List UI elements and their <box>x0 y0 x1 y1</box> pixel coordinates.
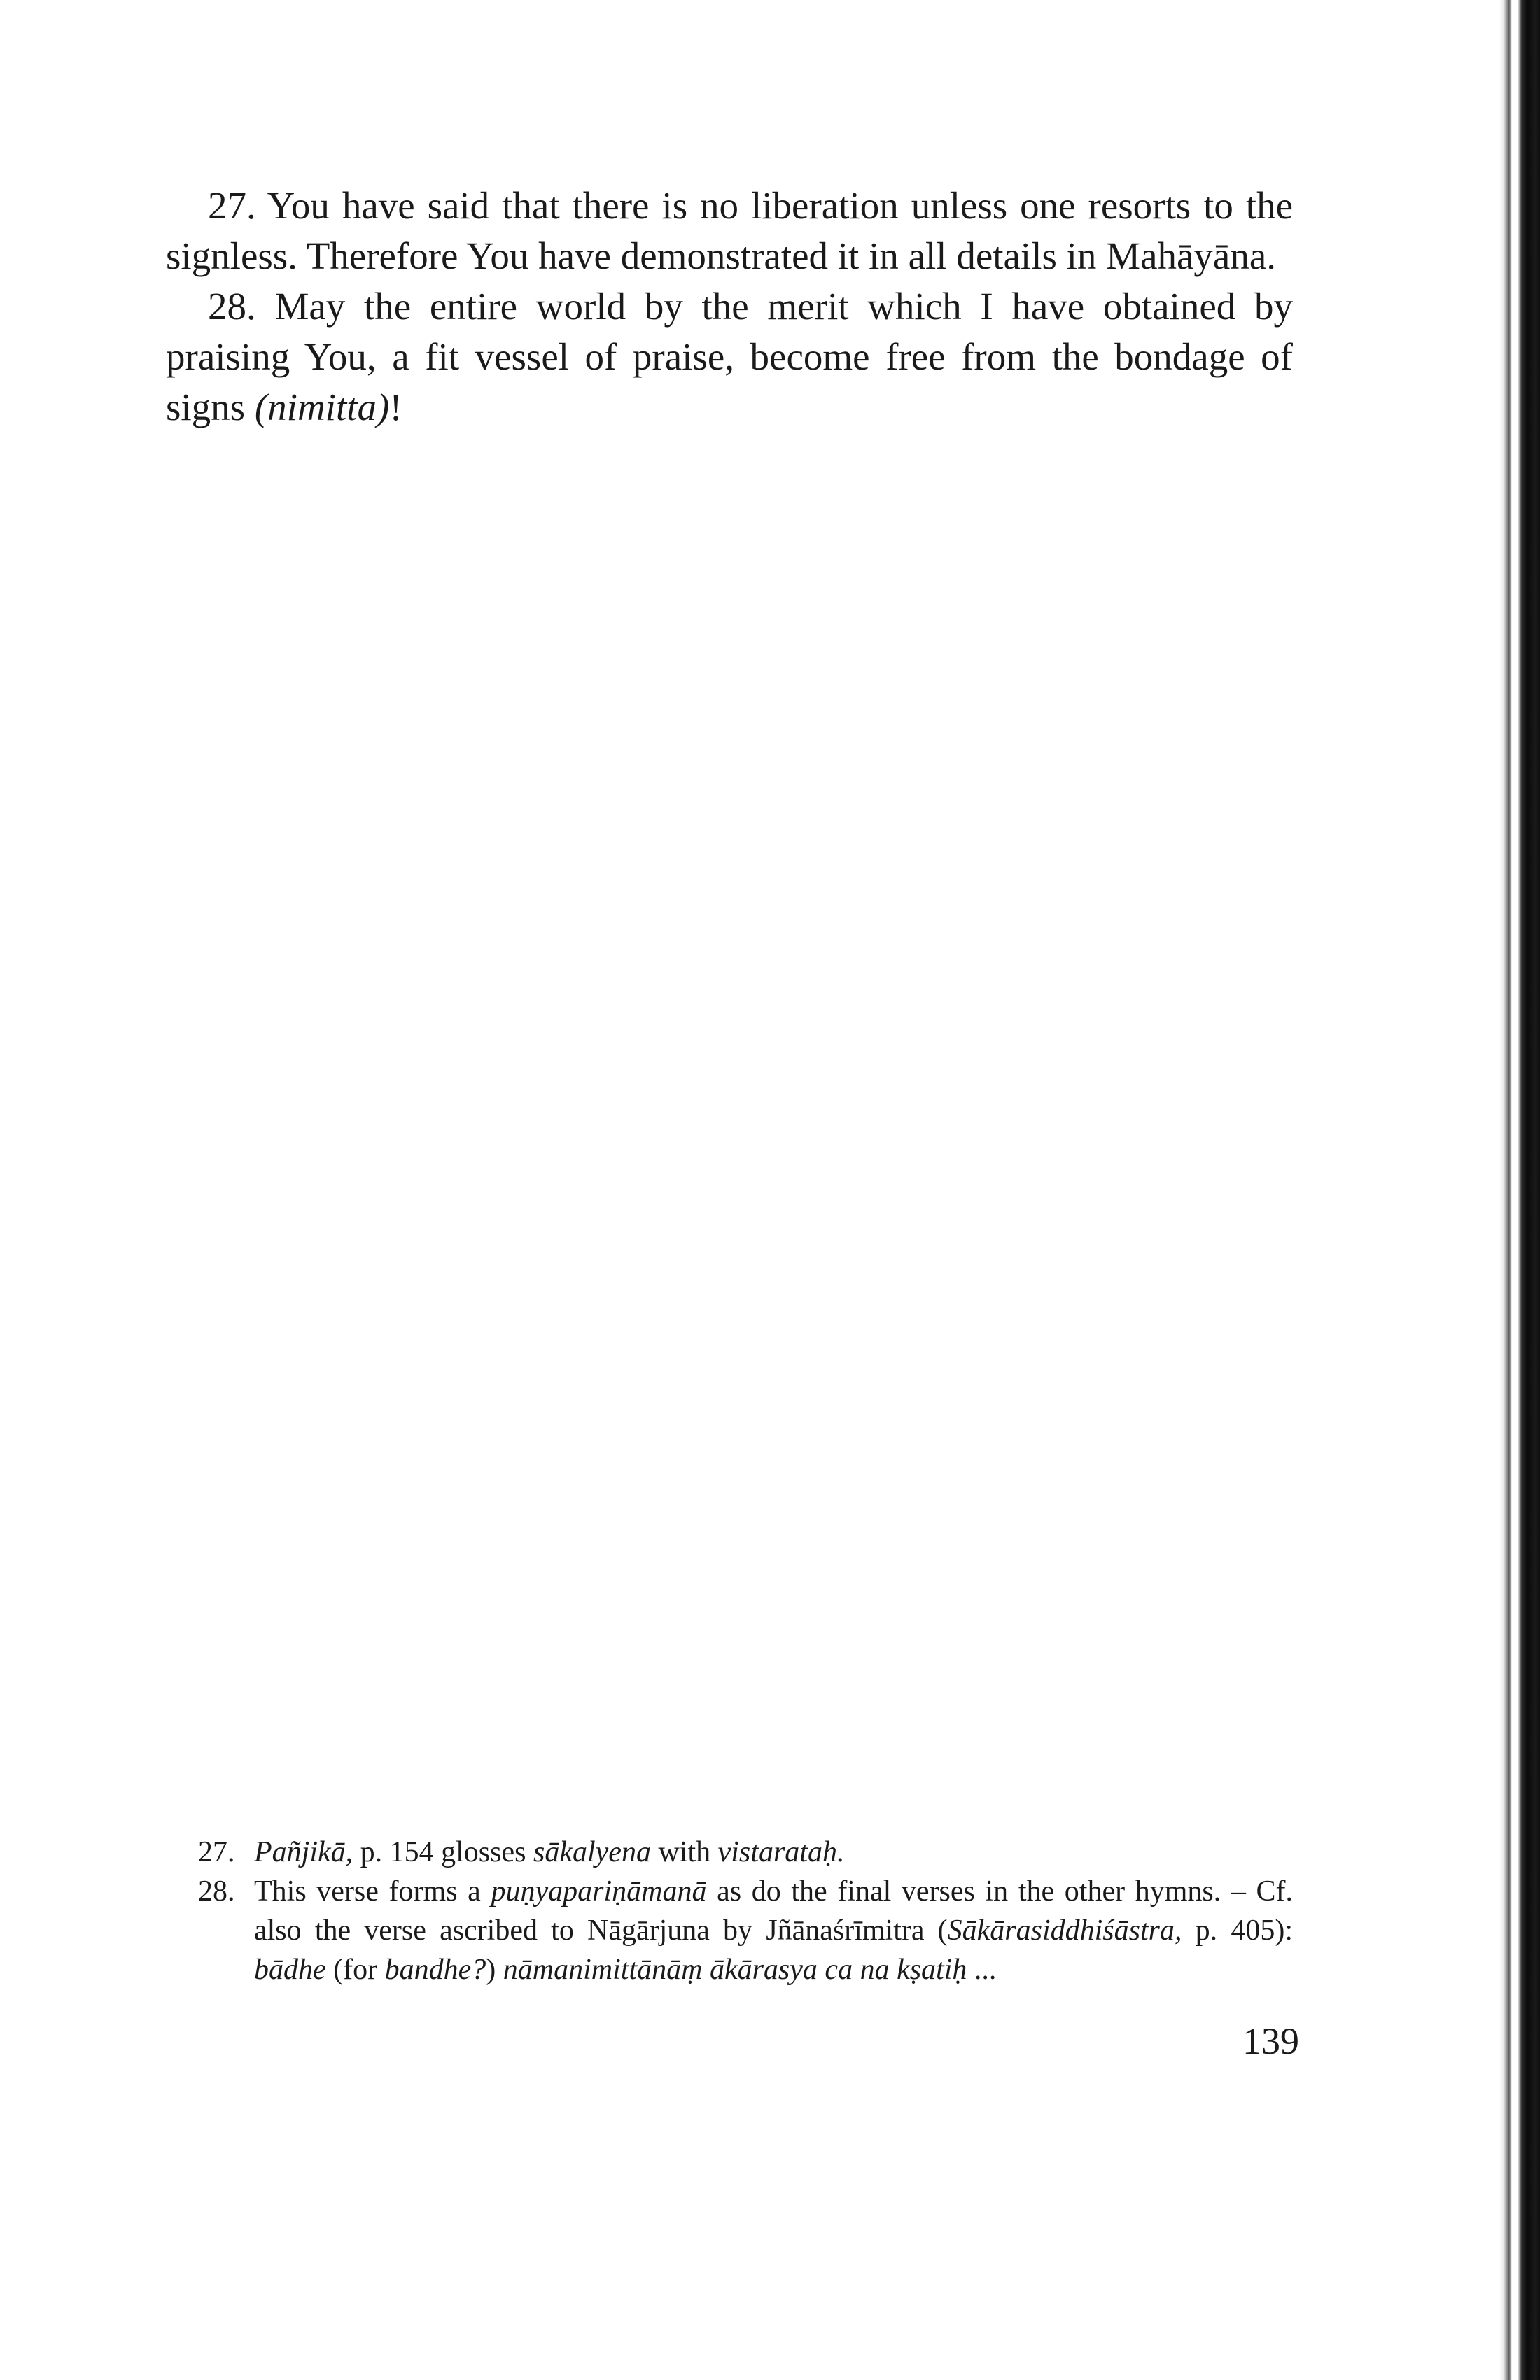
verse-28 <box>166 281 1293 433</box>
footnote-27-run: vistarataḥ. <box>718 1836 845 1868</box>
footnote-28-run: bādhe <box>254 1954 326 1986</box>
footnote-27 <box>198 1833 1293 1872</box>
verse-28-term: (nimitta) <box>254 386 390 428</box>
footnotes <box>198 1833 1293 1989</box>
footnote-27-run: with <box>650 1836 718 1868</box>
verse-27 <box>166 181 1293 281</box>
footnote-28-run: This verse forms a <box>254 1875 491 1907</box>
footnote-28 <box>198 1872 1293 1989</box>
footnote-28-run: puṇyapariṇāmanā <box>491 1875 707 1907</box>
footnote-28-number: 28. <box>198 1875 235 1907</box>
page-number: 139 <box>1242 2020 1299 2062</box>
footnote-27-number: 27. <box>198 1836 235 1868</box>
footnote-28-text <box>254 1875 1293 1986</box>
verse-28-end: ! <box>389 386 402 428</box>
footnote-28-run: p. 405): <box>1182 1914 1293 1947</box>
footnote-27-text <box>254 1836 844 1868</box>
footnote-27-run: Pañjikā, <box>254 1836 354 1868</box>
footnote-28-run: Sākārasiddhiśāstra, <box>947 1914 1182 1947</box>
verse-27-text: 27. You have said that there is no liberation unless one resorts to the signless. Therefore You have demonstrated it in all details in Mahāyāna. <box>166 184 1293 277</box>
footnote-28-run: ... <box>967 1954 997 1986</box>
footnote-28-run: nāmanimittānāṃ ākārasya ca na kṣatiḥ <box>503 1954 967 1986</box>
main-text <box>166 181 1293 433</box>
footnote-27-run: p. 154 glosses <box>353 1836 533 1868</box>
scan-binding-edge <box>1499 0 1540 2380</box>
footnote-27-run: sākalyena <box>533 1836 651 1868</box>
footnote-28-run: bandhe? <box>384 1954 486 1986</box>
footnote-28-run: (for <box>326 1954 385 1986</box>
verse-28-text: 28. May the entire world by the merit which I have obtained by praising You, a fit vessel of praise, become free from the bondage of signs <box>166 285 1293 428</box>
footnote-28-run: ) <box>486 1954 503 1986</box>
footnote-28-run: as do the final verses in the other hymns. – Cf. also the verse ascribed to Nāgārjuna by Jñānaśrīmitra ( <box>254 1875 1293 1947</box>
